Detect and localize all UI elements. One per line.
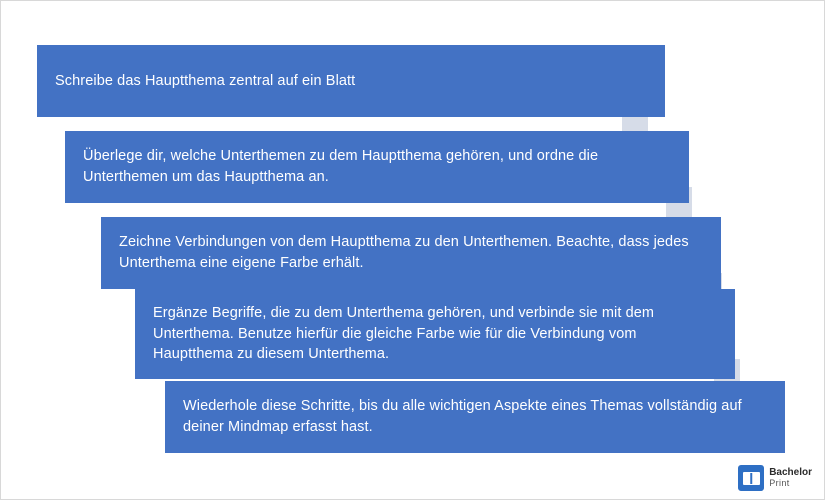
process-step-3: [101, 217, 721, 289]
logo-wordmark: [769, 468, 812, 488]
process-step-4: [135, 289, 735, 379]
logo-line-2: Print: [769, 477, 790, 488]
process-step-2: [65, 131, 689, 203]
book-icon: [738, 465, 764, 491]
brand-logo: [738, 465, 812, 491]
process-step-5: [165, 381, 785, 453]
process-step-1-text: Schreibe das Hauptthema zentral auf ein Blatt: [55, 72, 356, 89]
process-step-1: [37, 45, 665, 117]
process-step-3-text: Zeichne Verbindungen von dem Hauptthema zu den Unterthemen. Beachte, dass jedes Unterthema eine eigene Farbe erhält.: [119, 234, 689, 271]
process-step-5-text: Wiederhole diese Schritte, bis du alle wichtigen Aspekte eines Themas vollständig auf deiner Mindmap erfasst hast.: [183, 398, 742, 435]
logo-line-1: Bachelor: [769, 467, 812, 479]
process-step-2-text: Überlege dir, welche Unterthemen zu dem Hauptthema gehören, und ordne die Unterthemen um das Hauptthema an.: [83, 148, 599, 185]
process-step-4-text: Ergänze Begriffe, die zu dem Unterthema gehören, und verbinde sie mit dem Unterthema. Benutze hierfür die gleiche Farbe wie für die Verbindung vom Hauptthema zu diesem Unterthema.: [153, 305, 655, 363]
